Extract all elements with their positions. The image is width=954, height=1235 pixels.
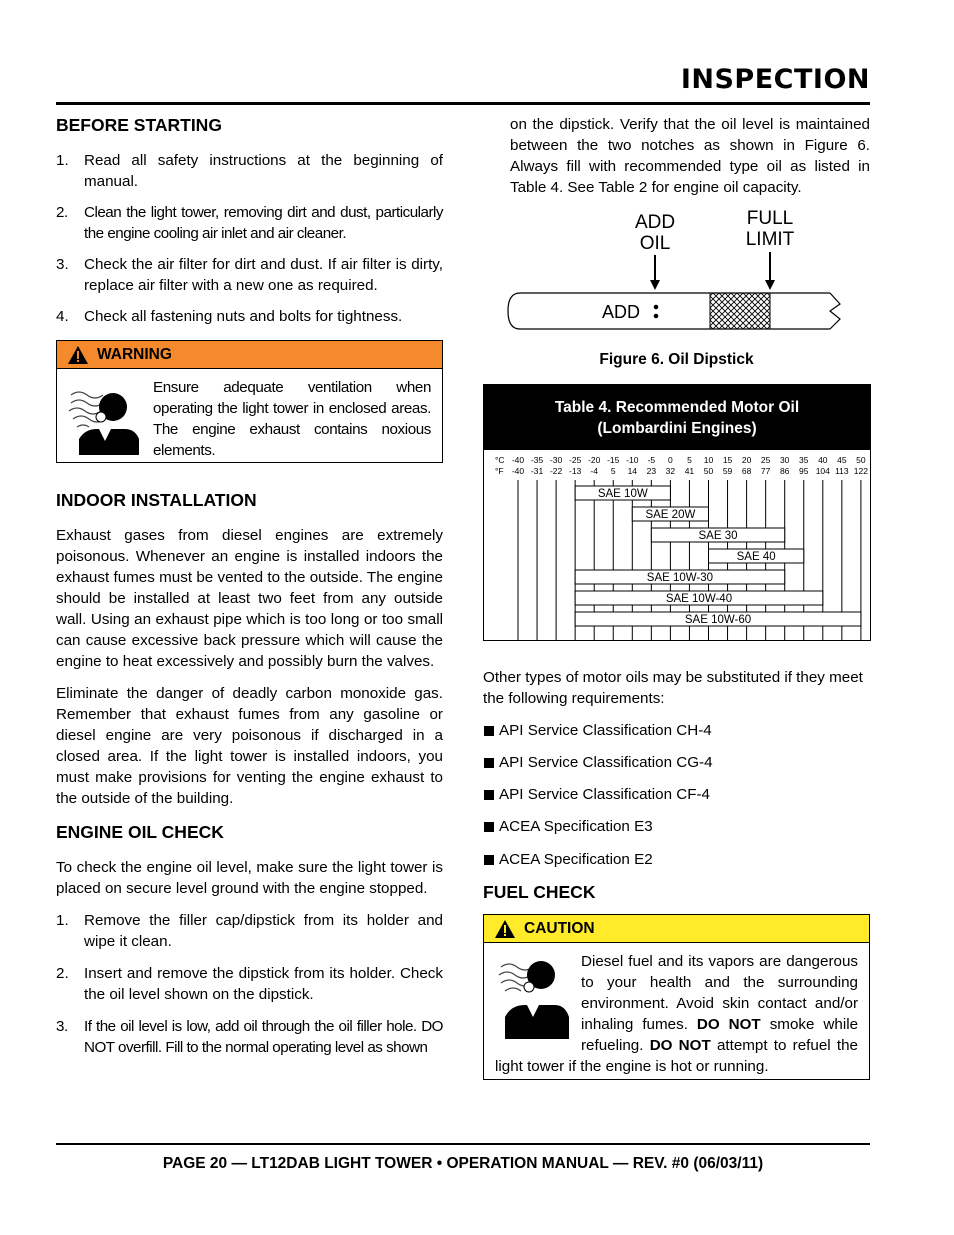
dipstick-hatched-range: [710, 293, 770, 329]
fahrenheit-tick-label: 86: [779, 466, 790, 476]
warning-triangle-icon: [67, 345, 89, 365]
oil-continued-paragraph: on the dipstick. Verify that the oil level is maintained between the two notches as shown in Figure 6. Always fill with recommended type oil as listed in Table 4. See Table 2 for engine oil capacity.: [510, 116, 870, 196]
notch-dot-upper: [654, 305, 659, 310]
fahrenheit-tick-label: 50: [703, 466, 714, 476]
full-arrow-icon: [765, 252, 775, 290]
fahrenheit-tick-label: 5: [610, 466, 616, 476]
celsius-tick-label: -5: [647, 455, 656, 465]
fume-hazard-icon: [65, 383, 143, 455]
warning-text: Ensure adequate ventilation when operating the light tower in enclosed areas. The engine exhaust contains noxious elements.: [153, 379, 431, 459]
list-item: 3. If the oil level is low, add oil through the oil filler hole. DO NOT overfill. Fill to the normal operating level as shown: [56, 1018, 443, 1056]
requirements-list: [483, 720, 870, 870]
oil-recommendation-table: [483, 384, 871, 641]
fahrenheit-tick-label: 77: [760, 466, 771, 476]
fume-hazard-icon: [495, 955, 571, 1039]
fahrenheit-tick-label: -40: [511, 466, 525, 476]
add-oil-label-line1: ADD: [634, 212, 676, 233]
fahrenheit-tick-label: 14: [627, 466, 638, 476]
before-starting-list: [56, 150, 443, 327]
celsius-tick-label: 50: [856, 455, 866, 465]
left-column: [56, 114, 443, 1058]
fahrenheit-tick-label: 122: [853, 466, 868, 476]
indoor-paragraph-1: Exhaust gases from diesel engines are extremely poisonous. Whenever an engine is installed indoors the exhaust fumes must be vented to the outside. The engine should be installed at least two feet from any outside wall. Using an exhaust pipe which is too long or too small can cause excessive back pressure which will cause the engine to heat excessively and possibly burn the valves.: [56, 527, 443, 670]
fahrenheit-tick-label: 95: [799, 466, 809, 476]
right-continued-text-block: [510, 114, 870, 198]
indoor-paragraph-2: Eliminate the danger of deadly carbon monoxide gas. Remember that exhaust fumes from any gasoline or diesel engine are very poisonous if discharged in a closed area. If the light tower is installed indoors, you must make provisions for venting the engine exhaust to the outside of the building.: [56, 685, 443, 807]
list-item: 3. Check the air filter for dirt and dust. If air filter is dirty, replace air filter with a new one as required.: [56, 256, 443, 294]
list-item: 1. Remove the filler cap/dipstick from its holder and wipe it clean.: [56, 912, 443, 950]
top-rule: [56, 102, 870, 105]
fahrenheit-tick-label: -22: [549, 466, 563, 476]
figure-caption: Figure 6. Oil Dipstick: [599, 351, 754, 368]
fahrenheit-tick-label: -4: [590, 466, 598, 476]
notch-dot-lower: [654, 314, 659, 319]
list-item: 4. Check all fastening nuts and bolts for tightness.: [56, 308, 403, 325]
before-starting-heading: BEFORE STARTING: [56, 115, 222, 135]
caution-label: CAUTION: [524, 919, 595, 937]
celsius-tick-label: 45: [837, 455, 847, 465]
table-title: Table 4. Recommended Motor Oil (Lombardini Engines): [484, 385, 870, 450]
bullet-square-icon: [484, 855, 494, 865]
list-item: 1. Read all safety instructions at the beginning of manual.: [56, 152, 443, 190]
celsius-tick-label: -25: [569, 455, 582, 465]
oil-check-list: [56, 910, 443, 1058]
dipstick-add-mark: ADD: [602, 302, 641, 322]
caution-box: [483, 914, 870, 1080]
fahrenheit-unit-label: °F: [495, 466, 504, 476]
dipstick-break: [830, 293, 840, 329]
celsius-tick-label: -15: [607, 455, 620, 465]
caution-text: Diesel fuel and its vapors are dangerous to your health and the surrounding environment. Avoid skin contact and/or inhaling fumes. DO NOT smoke while refueling. DO NOT attempt to refuel the light tower if the engine is hot or running.: [495, 953, 859, 1075]
celsius-tick-label: 5: [687, 455, 692, 465]
oil-grade-label: SAE 20W: [645, 509, 696, 521]
warning-label: WARNING: [97, 346, 172, 363]
caution-body: [484, 943, 869, 1077]
full-limit-label-line2: LIMIT: [745, 229, 795, 250]
oil-grade-label: SAE 40: [736, 551, 776, 563]
oil-grade-label: SAE 10W-60: [684, 614, 752, 626]
warning-header: [57, 341, 442, 369]
bottom-rule: [56, 1143, 870, 1145]
warning-box: [56, 340, 443, 463]
full-limit-label-line1: FULL: [746, 208, 794, 229]
caution-header: [484, 915, 869, 943]
celsius-tick-label: 25: [760, 455, 771, 465]
celsius-tick-label: 10: [703, 455, 714, 465]
bullet-square-icon: [484, 726, 494, 736]
celsius-tick-label: 30: [779, 455, 790, 465]
celsius-tick-label: -10: [626, 455, 639, 465]
oil-dipstick-figure: [500, 200, 860, 340]
other-oils-intro: Other types of motor oils may be substituted if they meet the following requirements:: [483, 669, 863, 707]
list-item: API Service Classification CG-4: [483, 752, 870, 773]
celsius-tick-label: 40: [818, 455, 828, 465]
indoor-installation-heading: INDOOR INSTALLATION: [56, 490, 257, 510]
bullet-square-icon: [484, 790, 494, 800]
list-item: API Service Classification CF-4: [483, 784, 870, 805]
page-title: INSPECTION: [680, 64, 870, 95]
fahrenheit-tick-label: 113: [835, 466, 849, 476]
fahrenheit-tick-label: 41: [684, 466, 695, 476]
fahrenheit-tick-label: -13: [569, 466, 582, 476]
celsius-tick-label: 15: [722, 455, 733, 465]
fuel-check-heading: FUEL CHECK: [483, 882, 596, 902]
engine-oil-check-heading: ENGINE OIL CHECK: [56, 822, 224, 842]
celsius-tick-label: -20: [588, 455, 601, 465]
oil-grade-label: SAE 10W-30: [646, 572, 714, 584]
oil-grade-label: SAE 10W: [597, 488, 648, 500]
oil-check-intro: To check the engine oil level, make sure the light tower is placed on secure level ground with the engine stopped.: [56, 859, 443, 897]
bullet-square-icon: [484, 758, 494, 768]
celsius-tick-label: -30: [549, 455, 563, 465]
caution-triangle-icon: [494, 919, 516, 939]
fahrenheit-tick-label: -31: [530, 466, 544, 476]
oil-grade-label: SAE 30: [698, 530, 738, 542]
list-item: 2. Insert and remove the dipstick from its holder. Check the oil level shown on the dipstick.: [56, 965, 443, 1003]
celsius-unit-label: °C: [495, 455, 505, 465]
right-lower-block: [483, 667, 870, 903]
fahrenheit-tick-label: 68: [741, 466, 752, 476]
celsius-tick-label: 20: [741, 455, 752, 465]
list-item: 2. Clean the light tower, removing dirt and dust, particularly the engine cooling air inlet and air cleaner.: [56, 204, 443, 242]
celsius-tick-label: 0: [668, 455, 673, 465]
celsius-tick-label: 35: [799, 455, 809, 465]
dipstick-body: [508, 293, 830, 329]
fahrenheit-tick-label: 59: [722, 466, 733, 476]
oil-grade-label: SAE 10W-40: [665, 593, 733, 605]
oil-temperature-chart: [484, 450, 870, 640]
list-item: ACEA Specification E2: [483, 849, 870, 870]
add-oil-label-line2: OIL: [639, 233, 671, 254]
fahrenheit-tick-label: 104: [815, 466, 830, 476]
fahrenheit-tick-label: 23: [646, 466, 657, 476]
page-footer: PAGE 20 — LT12DAB LIGHT TOWER • OPERATION MANUAL — REV. #0 (06/03/11): [162, 1155, 764, 1172]
bullet-square-icon: [484, 822, 494, 832]
list-item: API Service Classification CH-4: [483, 720, 870, 741]
fahrenheit-tick-label: 32: [665, 466, 676, 476]
list-item: ACEA Specification E3: [483, 816, 870, 837]
celsius-tick-label: -40: [511, 455, 525, 465]
add-arrow-icon: [650, 255, 660, 290]
celsius-tick-label: -35: [530, 455, 544, 465]
